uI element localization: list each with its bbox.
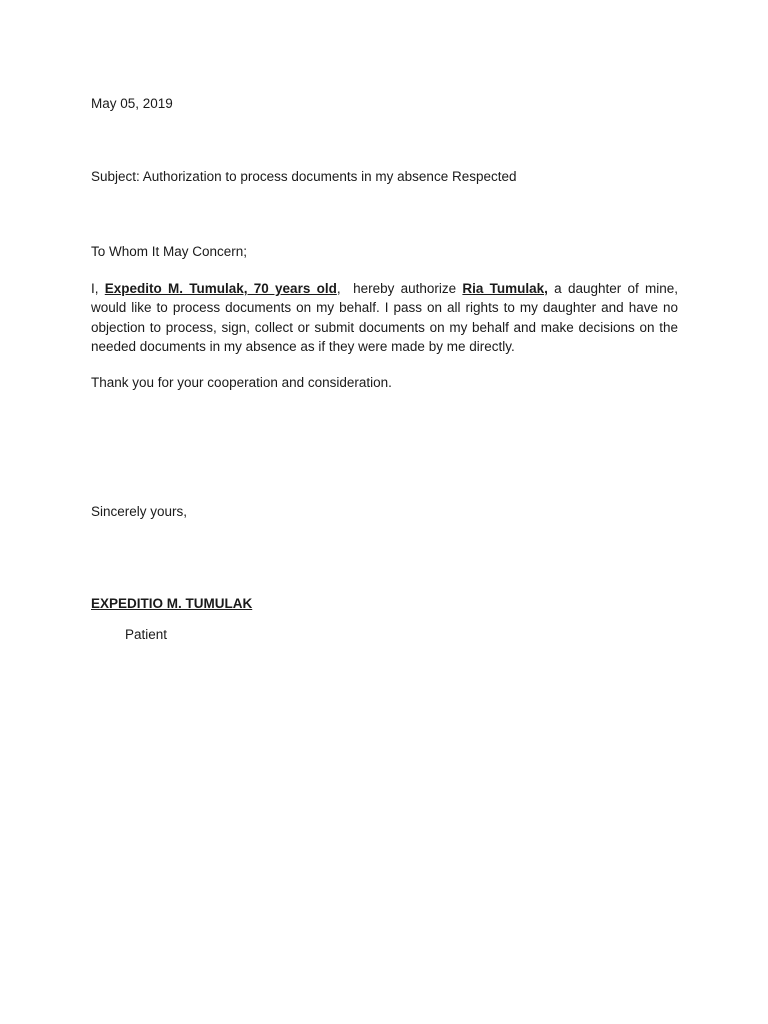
grantee-name: Ria Tumulak, (462, 281, 548, 296)
signature-name: EXPEDITIO M. TUMULAK (91, 596, 253, 611)
body-prefix: I, (91, 281, 105, 296)
body-rest: a daughter of mine, would like to process documents on my behalf. I pass on all rights to my daughter and have no objection to process, sign, collect or submit documents on my behalf and make decisions on the needed documents in my absence as if they were made by me directly. (91, 281, 679, 354)
signature-role: Patient (125, 627, 168, 642)
grantor-name: Expedito M. Tumulak, 70 years old (104, 281, 337, 296)
body-middle: , hereby authorize (336, 281, 463, 296)
letter-closing: Sincerely yours, (91, 504, 188, 519)
letter-salutation: To Whom It May Concern; (91, 244, 248, 259)
letter-date: May 05, 2019 (91, 96, 173, 111)
letter-subject: Subject: Authorization to process documents in my absence Respected (91, 169, 517, 184)
letter-thanks: Thank you for your cooperation and consideration. (91, 375, 392, 390)
letter-body-paragraph (91, 279, 678, 356)
